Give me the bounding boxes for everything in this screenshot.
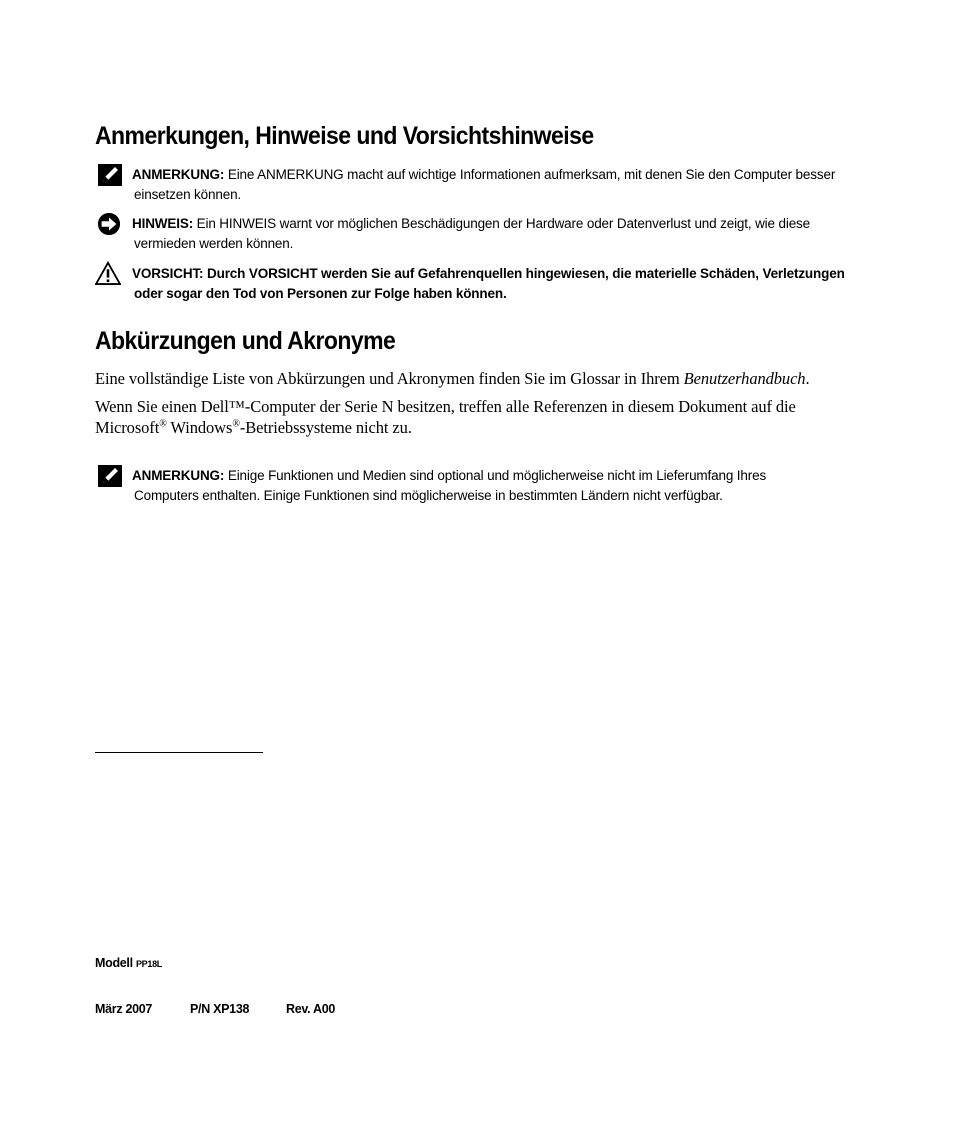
note-text: Einige Funktionen und Medien sind optional und möglicherweise nicht im Lieferumfang Ihres [224,468,767,483]
caution-triangle-icon [95,261,121,285]
notice-arrow-icon [96,212,122,236]
notice-text-continued: vermieden werden können. [134,235,294,251]
model-value: PP18L [135,959,162,969]
note-pencil-icon [97,163,123,187]
footer-part-number: P/N XP138 [190,1002,250,1016]
paragraph-end: . [805,369,810,388]
caution-vorsicht [132,264,922,303]
microsoft-text: Microsoft [95,418,160,437]
abbreviations-paragraph [95,368,885,389]
model-info [95,956,162,970]
note-anmerkung-2 [132,466,922,505]
note-text-continued: einsetzen können. [134,186,242,202]
section-title-notes: Anmerkungen, Hinweise und Vorsichtshinweise [95,122,594,150]
model-label: Modell [95,956,133,970]
caution-text: Durch VORSICHT werden Sie auf Gefahrenquellen hingewiesen, die materielle Schäden, Verletzungen [203,266,845,281]
caution-text-continued: oder sogar den Tod von Personen zur Folge haben können. [134,285,507,301]
note-text: Eine ANMERKUNG macht auf wichtige Informationen aufmerksam, mit denen Sie den Computer besser [224,167,836,182]
windows-paragraph [95,396,885,438]
note-label: ANMERKUNG: [132,468,225,483]
registered-mark: ® [232,418,240,430]
section-title-abbreviations: Abkürzungen und Akronyme [95,327,396,355]
os-text: -Betriebssysteme nicht zu. [239,418,412,437]
caution-label: VORSICHT: [132,266,204,281]
paragraph-text: Eine vollständige Liste von Abkürzungen und Akronymen finden Sie im Glossar in Ihrem [95,369,684,388]
footer-divider [95,752,263,753]
note-text-continued: Computers enthalten. Einige Funktionen sind möglicherweise in bestimmten Ländern nicht verfügbar. [134,487,723,503]
windows-text: Windows [166,418,233,437]
notice-text: Ein HINWEIS warnt vor möglichen Beschädigungen der Hardware oder Datenverlust und zeigt, wie diese [193,216,811,231]
note-label: ANMERKUNG: [132,167,225,182]
notice-hinweis [132,214,922,253]
note-anmerkung [132,165,922,204]
registered-mark: ® [159,418,167,430]
footer-date: März 2007 [95,1002,153,1016]
paragraph-line: Wenn Sie einen Dell™-Computer der Serie N besitzen, treffen alle Referenzen in diesem Dokument auf die [95,397,796,416]
notice-label: HINWEIS: [132,216,194,231]
footer-revision: Rev. A00 [286,1002,336,1016]
note-pencil-icon [97,464,123,488]
manual-title: Benutzerhandbuch [683,369,806,388]
